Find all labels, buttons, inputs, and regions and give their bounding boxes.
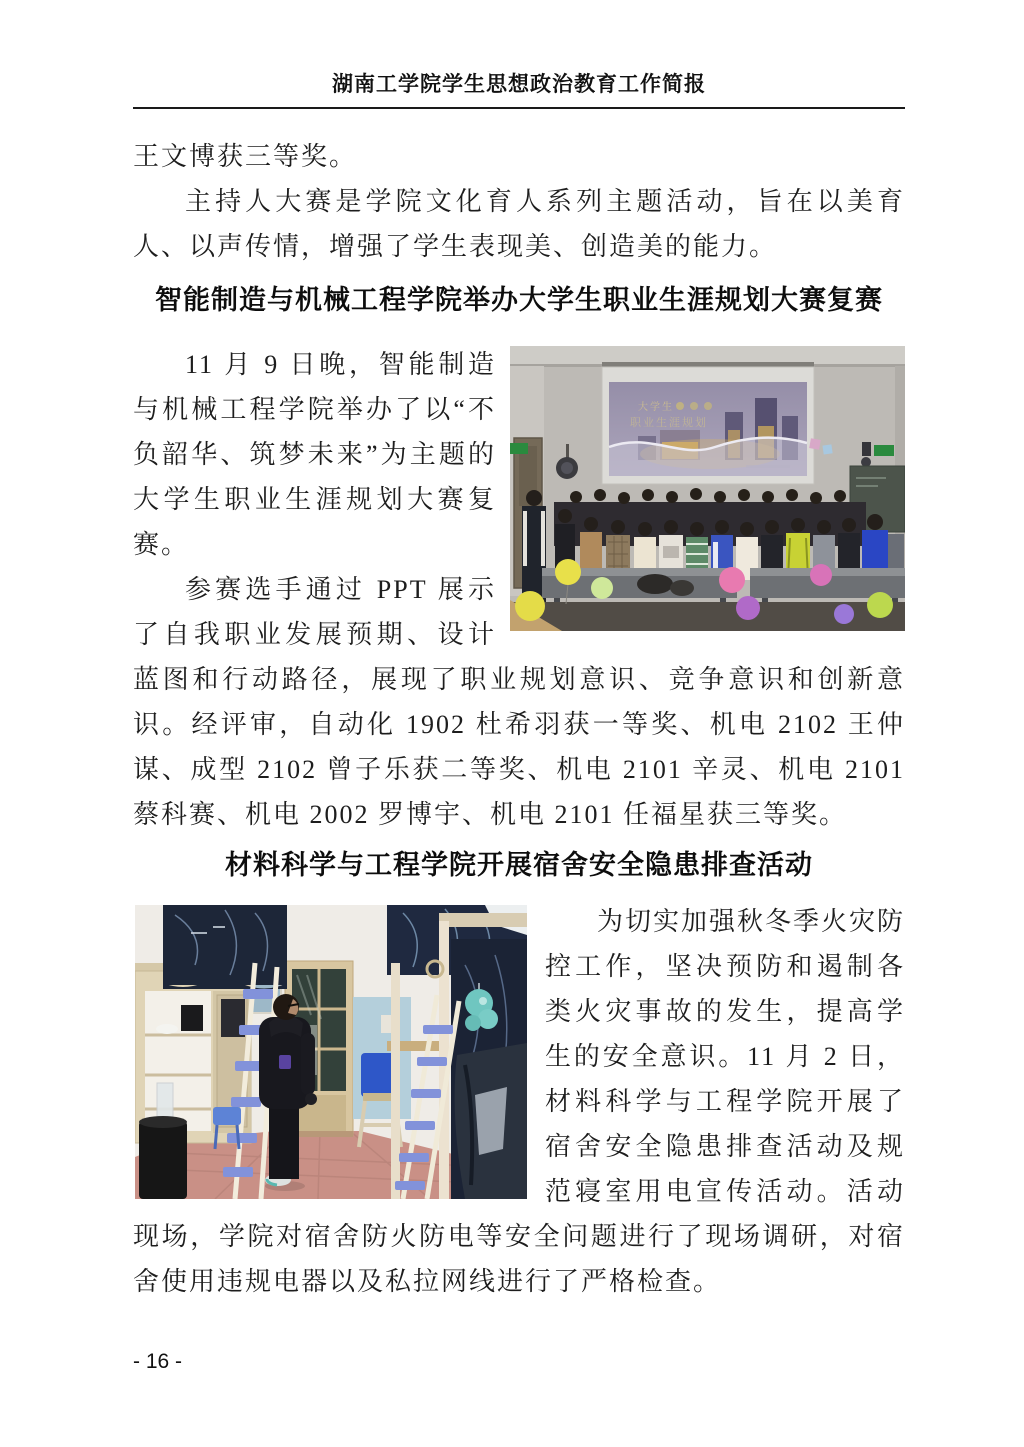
- section1-paragraph-1: 11 月 9 日晚，智能制造与机械工程学院举办了以“不负韶华、筑梦未来”为主题的大学生职业生涯规划大赛复赛。: [133, 350, 496, 559]
- slide-title-line1: 大学生: [638, 402, 674, 413]
- page-header: [133, 68, 905, 109]
- slide-title-line2: 职业生涯规划: [630, 417, 708, 429]
- dormitory-inspection-photo: [135, 905, 527, 1199]
- left-top-curtain: [163, 905, 287, 989]
- foreground-jacket: [455, 1043, 527, 1199]
- section1-heading: 智能制造与机械工程学院举办大学生职业生涯规划大赛复赛: [155, 285, 883, 315]
- page-header-title: 湖南工学院学生思想政治教育工作简报: [332, 73, 706, 96]
- exit-sign-left: [510, 443, 528, 454]
- trash-bin: [139, 1116, 187, 1199]
- section2-body: [133, 899, 905, 1304]
- ceiling-camera: [861, 442, 871, 467]
- page-number: - 16 -: [133, 1350, 183, 1373]
- exit-sign-right: [874, 445, 894, 456]
- section2-paragraph-1: 为切实加强秋冬季火灾防控工作，坚决预防和遏制各类火灾事故的发生，提高学生的安全意识。11 月 2 日，材料科学与工程学院开展了宿舍安全隐患排查活动及规范寝室用电宣传活动。活动现场，学院对宿舍防火防电等安全问题进行了现场调研，对宿舍使用违规电器以及私拉网线进行了严格检查。: [133, 907, 906, 1296]
- section2-heading: 材料科学与工程学院开展宿舍安全隐患排查活动: [225, 850, 813, 880]
- classroom-group-photo: [510, 346, 905, 631]
- section1-paragraph-2: 参赛选手通过 PPT 展示了自我职业发展预期、设计蓝图和行动路径，展现了职业规划意识、竞争意识和创新意识。经评审，自动化 1902 杜希羽获一等奖、机电 2102 王仲谋、成型 2102 曾子乐获二等奖、机电 2101 辛灵、机电 2101 蔡科赛、机电 2002 罗博宇、机电 2101 任福星获三等奖。: [133, 575, 905, 829]
- section1-body: [133, 342, 905, 837]
- intro-paragraph-1: 王文博获三等奖。: [133, 142, 358, 171]
- projector-screen: [602, 362, 814, 484]
- intro-paragraph-2: 主持人大赛是学院文化育人系列主题活动，旨在以美育人、以声传情，增强了学生表现美、创造美的能力。: [133, 187, 905, 261]
- intro-paragraphs: [133, 134, 905, 269]
